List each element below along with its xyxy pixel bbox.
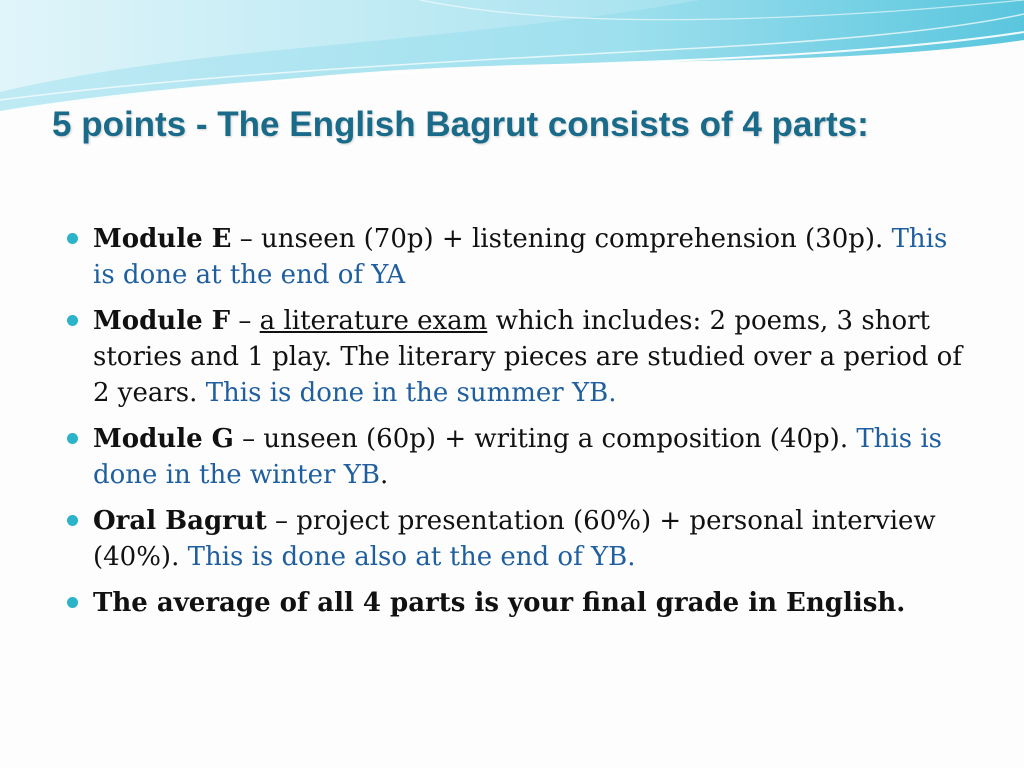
- module-f-label: Module F: [93, 306, 231, 336]
- bullet-module-f: [65, 303, 965, 411]
- dash: –: [266, 506, 297, 536]
- final-grade-text: The average of all 4 parts is your final grade in English.: [93, 588, 906, 618]
- module-g-text: unseen (60p) + writing a composition (40p).: [263, 424, 857, 454]
- bullet-oral-bagrut: [65, 503, 965, 575]
- bullet-final-grade: [65, 585, 965, 621]
- bullet-dot-icon: [67, 233, 78, 244]
- bullet-list: [65, 221, 965, 631]
- bullet-dot-icon: [67, 433, 78, 444]
- bullet-dot-icon: [67, 315, 78, 326]
- oral-bagrut-label: Oral Bagrut: [93, 506, 267, 536]
- module-g-note: This is done in the winter YB: [93, 424, 943, 490]
- bullet-module-g: [65, 421, 965, 493]
- bullet-dot-icon: [67, 597, 78, 608]
- dash: –: [233, 424, 264, 454]
- module-e-text: unseen (70p) + listening comprehension (30p).: [261, 224, 892, 254]
- module-e-label: Module E: [93, 224, 232, 254]
- oral-bagrut-note: This is done also at the end of YB.: [187, 542, 636, 572]
- module-e-note: This is done at the end of YA: [93, 224, 948, 290]
- bullet-module-e: [65, 221, 965, 293]
- module-g-tail: .: [379, 460, 389, 490]
- bullet-dot-icon: [67, 515, 78, 526]
- literature-exam-text: a literature exam: [259, 306, 488, 336]
- oral-bagrut-text: project presentation (60%) + personal interview (40%).: [93, 506, 936, 572]
- dash: –: [230, 306, 260, 336]
- slide-title: 5 points - The English Bagrut consists of 4 parts:: [52, 105, 869, 144]
- dash: –: [231, 224, 262, 254]
- module-g-label: Module G: [93, 424, 234, 454]
- module-f-text: which includes: 2 poems, 3 short stories and 1 play. The literary pieces are studied over a period of 2 years.: [93, 306, 962, 408]
- module-f-note: This is done in the summer YB.: [205, 378, 617, 408]
